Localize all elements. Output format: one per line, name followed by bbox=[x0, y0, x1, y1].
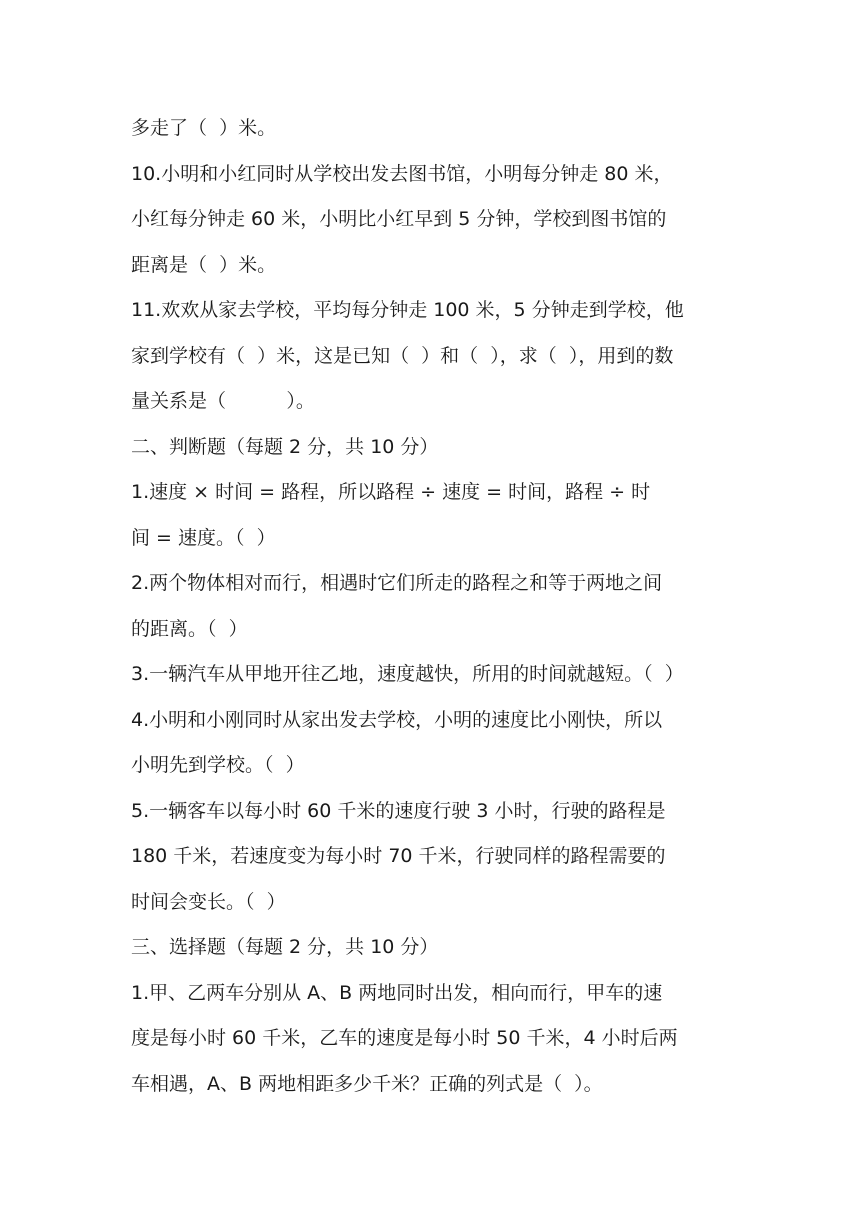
text-line: 11.欢欢从家去学校，平均每分钟走 100 米，5 分钟走到学校，他 bbox=[131, 299, 684, 321]
text-line: 的距离。（ ） bbox=[131, 617, 248, 640]
text-line: 1.速度 × 时间 = 路程，所以路程 ÷ 速度 = 时间，路程 ÷ 时 bbox=[131, 481, 651, 503]
text-line: 10.小明和小红同时从学校出发去图书馆，小明每分钟走 80 米， bbox=[131, 162, 673, 185]
text-line: 三、选择题（每题 2 分，共 10 分） bbox=[131, 936, 439, 958]
text-line: 二、判断题（每题 2 分，共 10 分） bbox=[131, 435, 439, 458]
text-line: 2.两个物体相对而行，相遇时它们所走的路程之和等于两地之间 bbox=[131, 572, 663, 594]
text-line: 1.甲、乙两车分别从 A、B 两地同时出发，相向而行，甲车的速 bbox=[131, 981, 663, 1004]
text-line: 时间会变长。（ ） bbox=[131, 890, 286, 913]
text-line: 距离是（ ）米。 bbox=[131, 253, 277, 276]
text-line: 度是每小时 60 千米，乙车的速度是每小时 50 千米，4 小时后两 bbox=[131, 1027, 678, 1049]
text-line: 4.小明和小刚同时从家出发去学校，小明的速度比小刚快，所以 bbox=[131, 708, 663, 731]
text-line: 小红每分钟走 60 米，小明比小红早到 5 分钟，学校到图书馆的 bbox=[131, 208, 667, 230]
text-line: 家到学校有（ ）米，这是已知（ ）和（ ），求（ ），用到的数 bbox=[131, 344, 674, 367]
text-line: 量关系是（ ）。 bbox=[131, 390, 315, 412]
text-line: 多走了（ ）米。 bbox=[131, 117, 277, 139]
text-line: 车相遇，A、B 两地相距多少千米？正确的列式是（ ）。 bbox=[131, 1072, 603, 1095]
text-line: 3.一辆汽车从甲地开往乙地，速度越快，所用的时间就越短。（ ） bbox=[131, 663, 684, 685]
text-line: 180 千米，若速度变为每小时 70 千米，行驶同样的路程需要的 bbox=[131, 845, 666, 867]
text-line: 5.一辆客车以每小时 60 千米的速度行驶 3 小时，行驶的路程是 bbox=[131, 799, 666, 822]
text-line: 小明先到学校。（ ） bbox=[131, 754, 305, 776]
document-body bbox=[131, 106, 731, 1107]
text-line: 间 = 速度。（ ） bbox=[131, 526, 276, 549]
